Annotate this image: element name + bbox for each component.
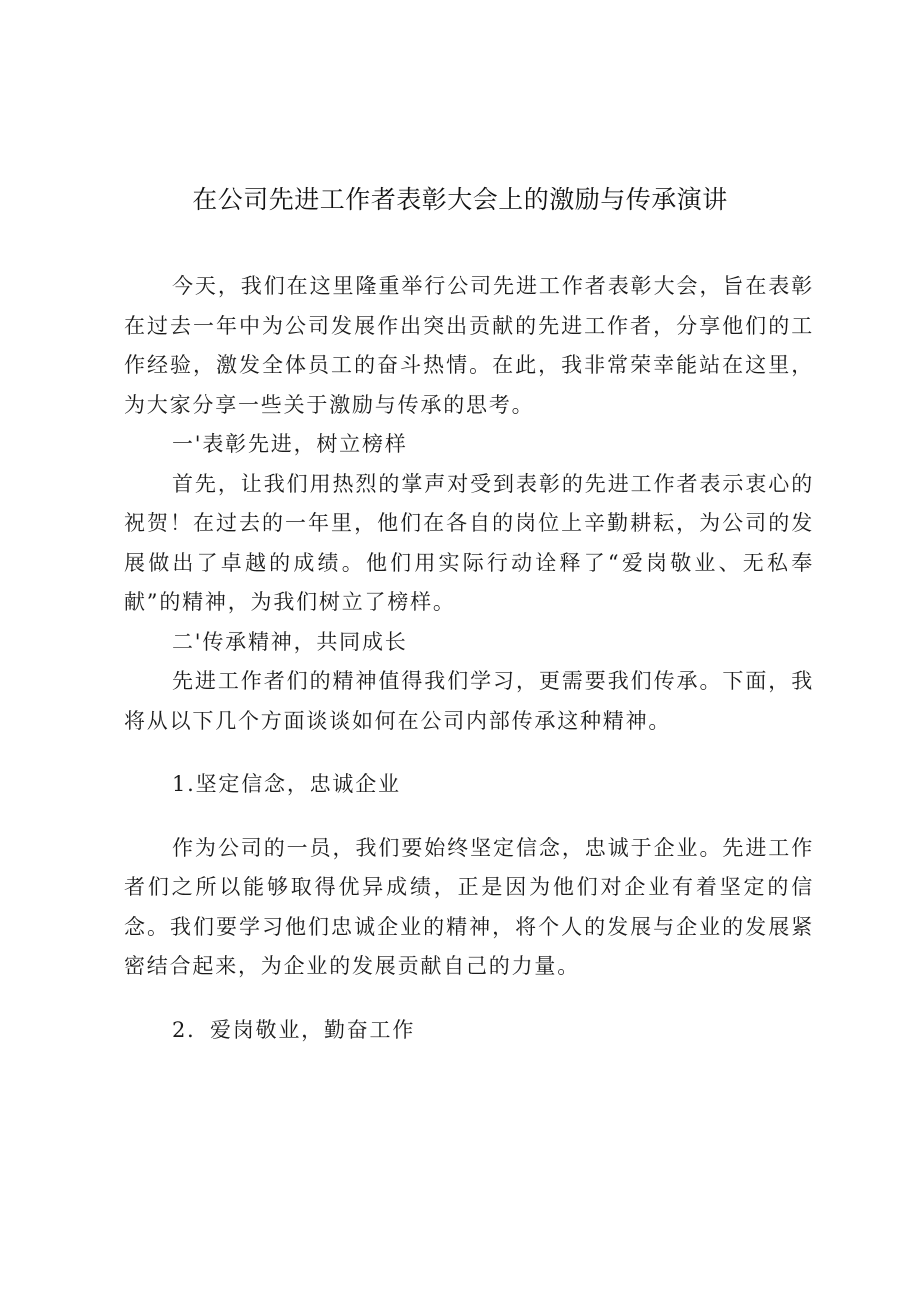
document-title: 在公司先进工作者表彰大会上的激励与传承演讲 [192, 185, 728, 214]
section-1-heading: 一'表彰先进，树立榜样 [172, 432, 408, 456]
section-1-paragraph: 首先，让我们用热烈的掌声对受到表彰的先进工作者表示衷心的祝贺！在过去的一年里，他们在各自的岗位上辛勤耕耘，为公司的发展做出了卓越的成绩。他们用实际行动诠释了“爱岗敬业、无私奉献”的精神，为我们树立了榜样。 [124, 471, 814, 614]
section-2-paragraph: 先进工作者们的精神值得我们学习，更需要我们传承。下面，我将从以下几个方面谈谈如何在公司内部传承这种精神。 [124, 669, 814, 733]
point-2-heading: 2．爱岗敬业，勤奋工作 [172, 1017, 416, 1042]
document-body [124, 267, 814, 1050]
intro-paragraph: 今天，我们在这里隆重举行公司先进工作者表彰大会，旨在表彰在过去一年中为公司发展作出突出贡献的先进工作者，分享他们的工作经验，激发全体员工的奋斗热情。在此，我非常荣幸能站在这里，为大家分享一些关于激励与传承的思考。 [124, 274, 814, 417]
point-1-heading: 1.坚定信念，忠诚企业 [172, 772, 401, 796]
point-1-paragraph: 作为公司的一员，我们要始终坚定信念，忠诚于企业。先进工作者们之所以能够取得优异成绩，正是因为他们对企业有着坚定的信念。我们要学习他们忠诚企业的精神，将个人的发展与企业的发展紧密结合起来，为企业的发展贡献自己的力量。 [124, 835, 814, 978]
section-2-heading: 二'传承精神，共同成长 [172, 629, 408, 654]
